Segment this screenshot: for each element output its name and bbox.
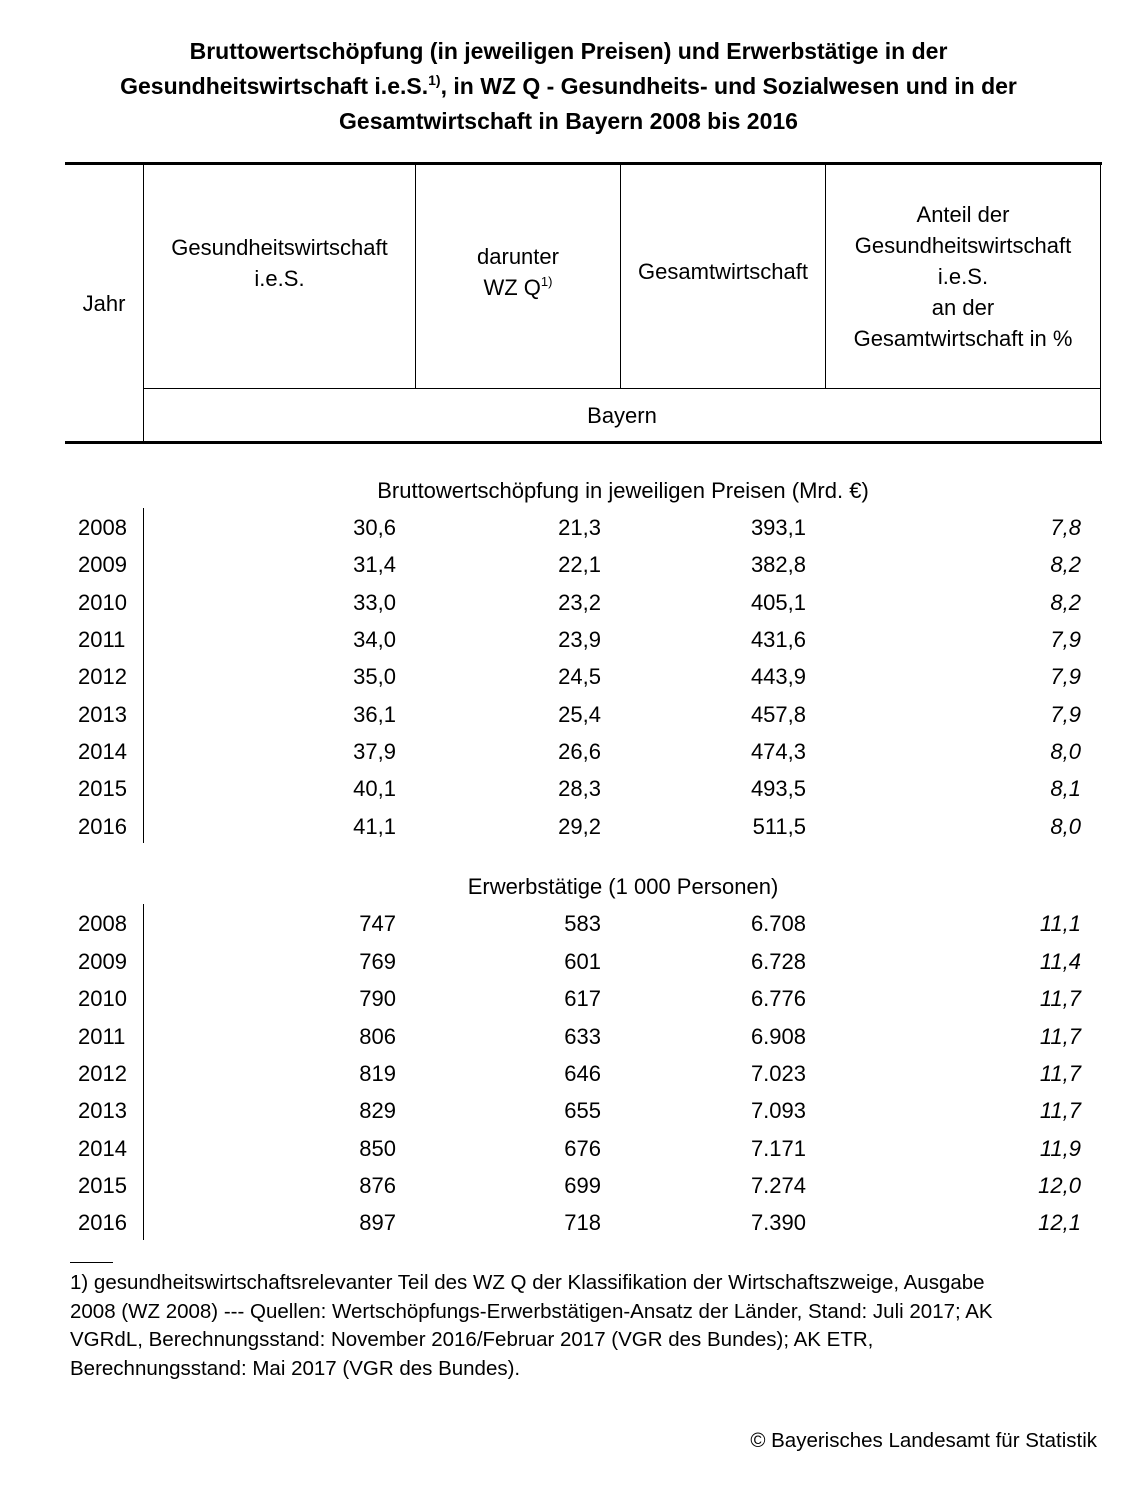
table-row (0, 808, 1137, 845)
cell-wzq: 583 (564, 911, 601, 936)
footnote-line-2: 2008 (WZ 2008) --- Quellen: Wertschöpfungs-Erwerbstätigen-Ansatz der Länder, Stand: Juli 2017; AK (70, 1299, 993, 1323)
cell-anteil: 11,7 (1039, 1061, 1081, 1086)
cell-year: 2012 (78, 1061, 127, 1086)
cell-gesamtwirtschaft: 7.023 (750, 1061, 806, 1086)
cell-anteil: 7,8 (1050, 515, 1081, 540)
cell-wzq: 21,3 (558, 515, 601, 540)
cell-year: 2008 (78, 911, 127, 936)
cell-gesamtwirtschaft: 6.708 (750, 911, 806, 936)
table-row (0, 1092, 1137, 1129)
cell-gesundheitswirtschaft: 41,1 (353, 814, 396, 839)
footnote-rule (70, 1262, 113, 1263)
cell-gesamtwirtschaft: 431,6 (750, 627, 806, 652)
cell-year: 2012 (78, 664, 127, 689)
header-col2-footnote-ref: 1) (540, 273, 553, 289)
cell-gesundheitswirtschaft: 37,9 (353, 739, 396, 764)
cell-year: 2015 (78, 1173, 127, 1198)
cell-gesamtwirtschaft: 7.390 (750, 1210, 806, 1235)
table-row (0, 621, 1137, 658)
cell-gesundheitswirtschaft: 876 (359, 1173, 396, 1198)
cell-gesundheitswirtschaft: 31,4 (353, 552, 396, 577)
header-col4-line5: Gesamtwirtschaft in % (853, 326, 1073, 351)
cell-gesundheitswirtschaft: 33,0 (353, 590, 396, 615)
header-col4-line4: an der (931, 295, 995, 320)
cell-wzq: 25,4 (558, 702, 601, 727)
cell-anteil: 7,9 (1050, 702, 1081, 727)
cell-gesundheitswirtschaft: 36,1 (353, 702, 396, 727)
cell-year: 2009 (78, 949, 127, 974)
cell-anteil: 11,7 (1039, 1024, 1081, 1049)
cell-anteil: 8,2 (1050, 590, 1081, 615)
header-col-gesundheitswirtschaft (144, 165, 415, 388)
cell-wzq: 617 (564, 986, 601, 1011)
title-line-1: Bruttowertschöpfung (in jeweiligen Preisen) und Erwerbstätige in der (189, 38, 948, 64)
cell-anteil: 11,9 (1039, 1136, 1081, 1161)
cell-wzq: 699 (564, 1173, 601, 1198)
cell-gesamtwirtschaft: 6.908 (750, 1024, 806, 1049)
table-row (0, 905, 1137, 942)
title-footnote-ref: 1) (428, 72, 441, 88)
header-col1-line1: Gesundheitswirtschaft (171, 234, 388, 260)
cell-wzq: 28,3 (558, 776, 601, 801)
cell-anteil: 11,1 (1039, 911, 1081, 936)
header-col1-line2: i.e.S. (254, 265, 305, 291)
header-region (144, 389, 1100, 441)
cell-gesamtwirtschaft: 457,8 (750, 702, 806, 727)
table-row (0, 509, 1137, 546)
cell-gesundheitswirtschaft: 850 (359, 1136, 396, 1161)
cell-year: 2014 (78, 1136, 127, 1161)
cell-year: 2015 (78, 776, 127, 801)
cell-year: 2011 (78, 1024, 126, 1049)
cell-anteil: 11,4 (1039, 949, 1081, 974)
cell-gesamtwirtschaft: 7.093 (750, 1098, 806, 1123)
cell-year: 2016 (78, 1210, 127, 1235)
cell-gesamtwirtschaft: 7.274 (750, 1173, 806, 1198)
cell-gesundheitswirtschaft: 34,0 (353, 627, 396, 652)
cell-gesundheitswirtschaft: 35,0 (353, 664, 396, 689)
cell-gesundheitswirtschaft: 747 (359, 911, 396, 936)
cell-anteil: 7,9 (1050, 664, 1081, 689)
cell-wzq: 23,2 (558, 590, 601, 615)
cell-gesamtwirtschaft: 393,1 (750, 515, 806, 540)
cell-gesundheitswirtschaft: 769 (359, 949, 396, 974)
cell-gesamtwirtschaft: 443,9 (750, 664, 806, 689)
cell-gesamtwirtschaft: 6.776 (750, 986, 806, 1011)
header-col4-line3: i.e.S. (937, 264, 989, 289)
cell-gesundheitswirtschaft: 40,1 (353, 776, 396, 801)
title-line-3: Gesamtwirtschaft in Bayern 2008 bis 2016 (339, 108, 798, 134)
cell-year: 2011 (78, 627, 126, 652)
table-row (0, 658, 1137, 695)
document-title (40, 34, 1097, 139)
footnote-line-1: 1) gesundheitswirtschaftsrelevanter Teil des WZ Q der Klassifikation der Wirtschaftszweige, Ausgabe (70, 1271, 985, 1294)
header-jahr-label: Jahr (82, 290, 126, 316)
cell-gesundheitswirtschaft: 30,6 (353, 515, 396, 540)
cell-wzq: 26,6 (558, 739, 601, 764)
cell-year: 2013 (78, 702, 127, 727)
header-col-gesamtwirtschaft (621, 165, 825, 388)
cell-gesamtwirtschaft: 511,5 (752, 814, 806, 839)
title-line-2-a: Gesundheitswirtschaft i.e.S. (120, 73, 429, 99)
cell-gesundheitswirtschaft: 790 (359, 986, 396, 1011)
divider (1100, 165, 1101, 441)
table-row (0, 1204, 1137, 1241)
header-col4-line1: Anteil der (916, 202, 1010, 227)
cell-gesamtwirtschaft: 6.728 (750, 949, 806, 974)
table-row (0, 770, 1137, 807)
cell-wzq: 24,5 (558, 664, 601, 689)
cell-wzq: 601 (564, 949, 601, 974)
cell-gesundheitswirtschaft: 897 (359, 1210, 396, 1235)
cell-year: 2009 (78, 552, 127, 577)
cell-year: 2016 (78, 814, 127, 839)
cell-anteil: 12,0 (1038, 1173, 1081, 1198)
cell-anteil: 11,7 (1039, 986, 1081, 1011)
header-col-wzq (416, 165, 620, 388)
footnote-line-4: Berechnungsstand: Mai 2017 (VGR des Bundes). (70, 1356, 521, 1380)
table-row (0, 980, 1137, 1017)
table-header (65, 162, 1102, 444)
cell-wzq: 633 (564, 1024, 601, 1049)
cell-wzq: 23,9 (558, 627, 601, 652)
header-jahr (65, 165, 143, 441)
cell-anteil: 8,0 (1050, 739, 1081, 764)
cell-gesundheitswirtschaft: 819 (359, 1061, 396, 1086)
header-col3-label: Gesamtwirtschaft (638, 259, 808, 284)
section-title-bws: Bruttowertschöpfung in jeweiligen Preisen (Mrd. €) (377, 478, 869, 503)
footnote (70, 1269, 1090, 1383)
cell-gesundheitswirtschaft: 806 (359, 1024, 396, 1049)
cell-wzq: 22,1 (558, 552, 601, 577)
cell-gesundheitswirtschaft: 829 (359, 1098, 396, 1123)
cell-year: 2010 (78, 986, 127, 1011)
cell-anteil: 8,1 (1050, 776, 1081, 801)
header-col4-line2: Gesundheitswirtschaft (854, 233, 1072, 258)
copyright-notice: © Bayerisches Landesamt für Statistik (750, 1429, 1097, 1452)
cell-anteil: 12,1 (1038, 1210, 1081, 1235)
table-row (0, 1130, 1137, 1167)
header-region-label: Bayern (587, 402, 657, 428)
cell-gesamtwirtschaft: 493,5 (750, 776, 806, 801)
cell-anteil: 8,0 (1050, 814, 1081, 839)
table-row (0, 546, 1137, 583)
cell-anteil: 8,2 (1050, 552, 1081, 577)
table-row (0, 733, 1137, 770)
section-title-erwerbstaetige: Erwerbstätige (1 000 Personen) (467, 874, 779, 899)
footnote-line-3: VGRdL, Berechnungsstand: November 2016/Februar 2017 (VGR des Bundes); AK ETR, (70, 1328, 874, 1351)
cell-gesamtwirtschaft: 7.171 (750, 1136, 806, 1161)
cell-wzq: 646 (564, 1061, 601, 1086)
header-col2-label: WZ Q (483, 274, 541, 300)
cell-wzq: 29,2 (558, 814, 601, 839)
cell-anteil: 7,9 (1050, 627, 1081, 652)
cell-wzq: 655 (564, 1098, 601, 1123)
cell-anteil: 11,7 (1039, 1098, 1081, 1123)
cell-year: 2010 (78, 590, 127, 615)
table-row (0, 1018, 1137, 1055)
cell-year: 2013 (78, 1098, 127, 1123)
table-row (0, 1055, 1137, 1092)
cell-year: 2008 (78, 515, 127, 540)
cell-gesamtwirtschaft: 382,8 (750, 552, 806, 577)
cell-wzq: 676 (564, 1136, 601, 1161)
header-col2-line2 (477, 272, 559, 303)
header-col2-line1: darunter (477, 243, 559, 269)
table-row (0, 696, 1137, 733)
cell-wzq: 718 (564, 1210, 601, 1235)
cell-gesamtwirtschaft: 474,3 (750, 739, 806, 764)
cell-year: 2014 (78, 739, 127, 764)
table-row (0, 1167, 1137, 1204)
table-row (0, 584, 1137, 621)
table-row (0, 943, 1137, 980)
title-line-2 (40, 69, 1097, 104)
cell-gesamtwirtschaft: 405,1 (750, 590, 806, 615)
header-col-anteil (826, 165, 1100, 388)
title-line-2-b: , in WZ Q - Gesundheits- und Sozialwesen und in der (440, 73, 1017, 99)
